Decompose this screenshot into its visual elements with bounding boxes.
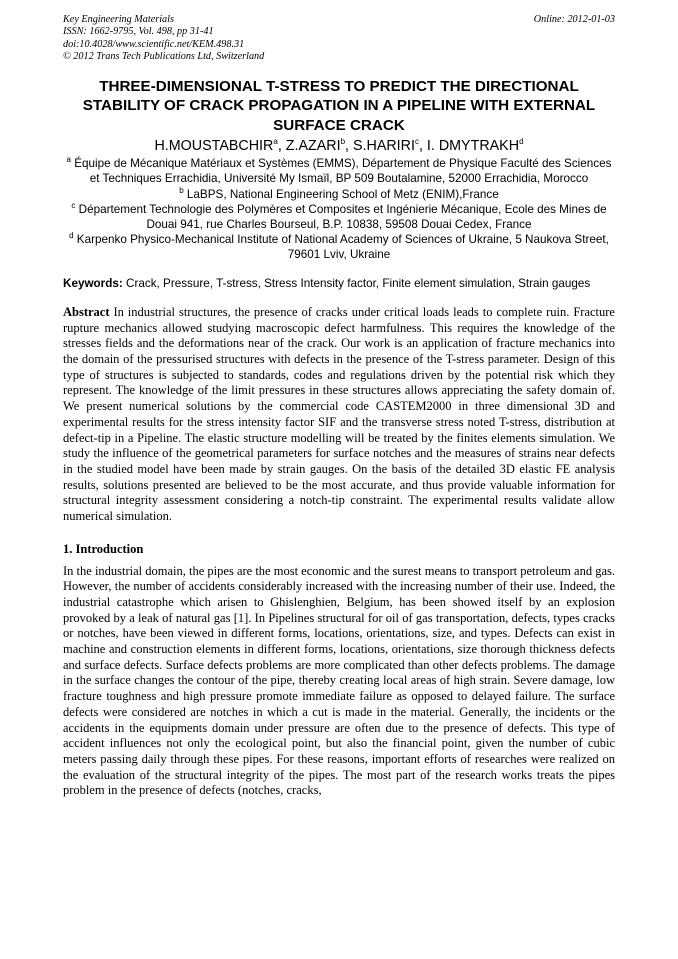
issn-line: ISSN: 1662-9795, Vol. 498, pp 31-41: [63, 26, 214, 38]
doi-line: doi:10.4028/www.scientific.net/KEM.498.31: [63, 38, 245, 50]
author-sep: ,: [418, 138, 427, 155]
journal-name: Key Engineering Materials: [63, 14, 174, 25]
abstract-label: Abstract: [63, 304, 110, 319]
affiliation-sup: b: [179, 185, 184, 195]
affiliation-text: Karpenko Physico-Mechanical Institute of National Academy of Sciences of Ukraine, 5 Naukova Street, 79601 Lviv, Ukraine: [73, 233, 609, 262]
affiliation-d: [63, 232, 615, 262]
paper-page: [63, 14, 615, 799]
author-sup: d: [519, 137, 524, 147]
abstract-text: In industrial structures, the presence of cracks under critical loads leads to complete ruin. Fracture rupture mechanics allowed studying macroscopic defect harmfulness. This requires the knowledge of the stresses fields and the deformations near of the crack. Our work is an application of fracture mechanics into the domain of the pressurised structures with defects in the presence of the T-stress parameter. Design of this type of structures is subjected to standards, codes and regulations driven by the potential risk which they represent. The knowledge of the limit pressures in these structures allows appreciating the safety domain of. We present numerical solutions by the commercial code CASTEM2000 in three dimensional 3D and experimental results for the stress intensity factor SIF and the transverse stress noted T-stress, distribution at defect-tip in a Pipeline. The elastic structure modelling will be treated by the finites elements simulation. We study the influence of the geometrical parameters for surface notches and the measures of strains near defects in the studied model have been made by strain gauges. On the basis of the detailed 3D elastic FE analysis results, solutions presented are believed to be the most accurate, and thus provide valuable information for structural integrity assessment considering a notch-tip constraint. The experimental results validate allow numerical simulation.: [63, 304, 615, 524]
copyright-line: © 2012 Trans Tech Publications Ltd, Switzerland: [63, 51, 265, 63]
affiliation-c: [63, 202, 615, 232]
affiliation-sup: d: [69, 231, 74, 241]
keywords: [63, 276, 615, 291]
online-date: Online: 2012-01-03: [533, 14, 615, 25]
keywords-label: Keywords:: [63, 276, 123, 290]
abstract: [63, 305, 615, 525]
affiliation-b: [63, 187, 615, 202]
author-name: I. DMYTRAKH: [426, 138, 520, 155]
section-body: In the industrial domain, the pipes are the most economic and the surest means to transport petroleum and gas. However, the number of accidents considerably increased with the increasing number of their use. Indeed, the industrial catastrophe which arisen to Ghislenghien, Belgium, has been showed itself by an explosion provoked by a leak of natural gas [1]. In Pipelines structural for oil of gas transportation, defects, types cracks or notches, have been viewed in different forms, locations, orientations, size, and types. Defects can exist in machine and construction elements in different forms, locations, orientations, size thorough thickness defects and surface defects. Surface defects problems are more complicated than other defects problems. The damage in the surface changes the contour of the pipe, thereby creating local areas of high strain. Severe damage, low fracture toughness and high pressure promote immediate failure as opposed to delayed failure. The surface defects were considered are notches in which a cut is made in the material. Generally, the incidents or the accidents in the equipments domain under pressure are often due to the presence of defects. This type of accident influences not only the ecological point, but also the financial point, given the number of cubic meters passing daily through these pipes. For these reasons, important efforts of researches were realized on the evaluation of the structural integrity of the pipes. The most part of the research works treats the pipes problem in the presence of defects (notches, cracks,: [63, 563, 615, 798]
author-sup: c: [414, 137, 419, 147]
author-sup: a: [273, 137, 278, 147]
author-name: Z.AZARI: [285, 138, 341, 155]
keywords-text: Crack, Pressure, T-stress, Stress Intensity factor, Finite element simulation, Strain gauges: [122, 276, 591, 290]
author-name: S.HARIRI: [352, 138, 415, 155]
author-sup: b: [340, 137, 346, 147]
author-name: H.MOUSTABCHIR: [154, 138, 274, 155]
affiliation-text: Département Technologie des Polymères et Composites et Ingénierie Mécanique, Ecole des Mines de Douai 941, rue Charles Bourseul, B.P. 10838, 59508 Douai Cedex, France: [75, 202, 607, 231]
affiliation-sup: a: [66, 155, 71, 165]
author-list: [63, 137, 615, 156]
paper-title: THREE-DIMENSIONAL T-STRESS TO PREDICT THE DIRECTIONAL STABILITY OF CRACK PROPAGATION IN A PIPELINE WITH EXTERNAL SURFACE CRACK: [82, 77, 596, 134]
author-sep: ,: [345, 138, 353, 155]
affiliation-text: LaBPS, National Engineering School of Metz (ENIM),France: [183, 187, 499, 201]
affiliation-a: [63, 156, 615, 186]
affiliation-sup: c: [71, 200, 76, 210]
journal-header: [63, 14, 615, 64]
author-sep: ,: [277, 138, 286, 155]
section-heading: 1. Introduction: [63, 541, 144, 556]
affiliation-text: Équipe de Mécanique Matériaux et Systèmes (EMMS), Département de Physique Faculté des Sciences et Techniques Errachidia, Université My Ismaïl, BP 509 Boutalamine, 52000 Errachidia, Morocco: [70, 157, 612, 186]
